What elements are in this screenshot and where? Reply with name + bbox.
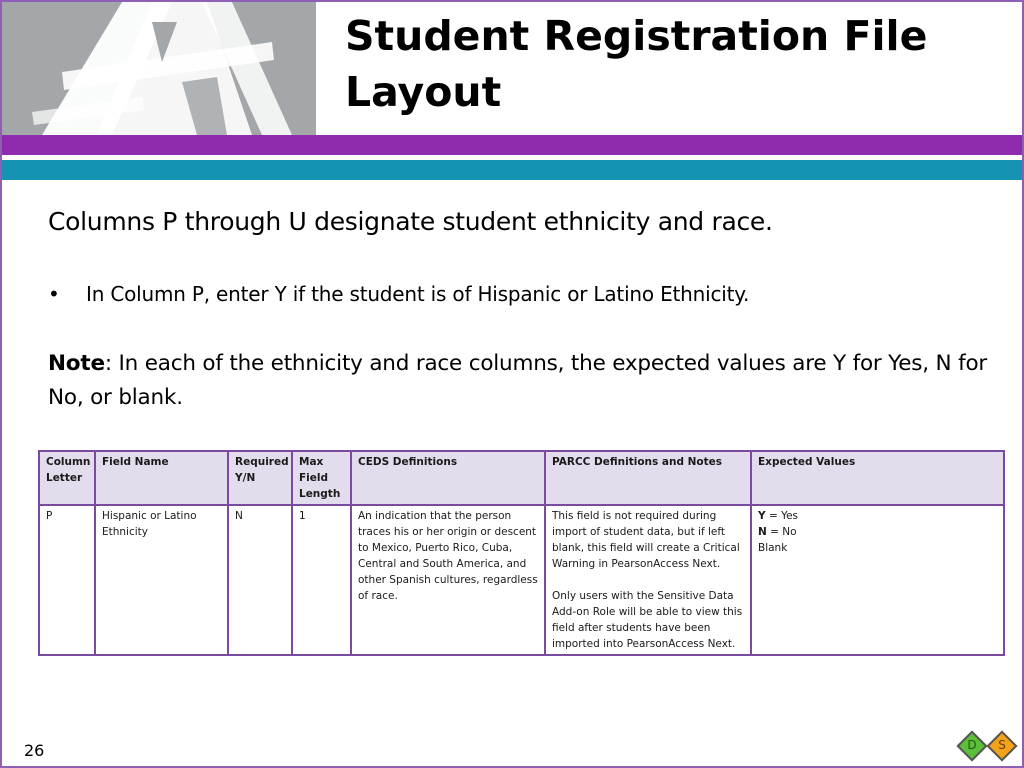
expected-yes-label: Y: [758, 510, 766, 522]
cell-parcc: [545, 505, 751, 655]
bullet-item: [48, 282, 749, 306]
cell-required: N: [228, 505, 292, 655]
expected-yes-text: = Yes: [765, 510, 799, 522]
s-diamond-label: S: [998, 738, 1006, 752]
header-parcc: PARCC Definitions and Notes: [545, 451, 751, 505]
header-max-length: Max Field Length: [292, 451, 351, 505]
table-row: [39, 505, 1004, 655]
cell-field-name: Hispanic or Latino Ethnicity: [95, 505, 228, 655]
note-paragraph: [48, 347, 1008, 415]
slide-title-line1: Student Registration File: [345, 12, 928, 60]
logo: [2, 2, 316, 135]
expected-no-text: = No: [766, 526, 797, 538]
nav-icons: [957, 731, 1021, 763]
cell-expected: [751, 505, 1004, 655]
expected-blank: Blank: [758, 542, 788, 554]
expected-no-label: N: [758, 526, 767, 538]
header-ceds: CEDS Definitions: [351, 451, 545, 505]
note-label: Note: [48, 351, 105, 376]
header-required: Required Y/N: [228, 451, 292, 505]
header-bar-teal: [2, 160, 1022, 180]
cell-parcc-p1: This field is not required during import of student data, but if left blank, this field will create a Critical Warning in PearsonAccess Next.: [552, 510, 740, 570]
cell-column-letter: P: [39, 505, 95, 655]
page-number: 26: [24, 741, 45, 760]
expected-no: [758, 524, 997, 540]
bullet-icon: •: [48, 282, 60, 306]
header-bar-purple: [2, 135, 1022, 155]
logo-a-icon: [2, 2, 316, 135]
note-text: : In each of the ethnicity and race columns, the expected values are Y for Yes, N for No, or blank.: [48, 351, 988, 410]
cell-ceds: An indication that the person traces his or her origin or descent to Mexico, Puerto Rico, Cuba, Central and South America, and other Spanish cultures, regardless of race.: [351, 505, 545, 655]
header-expected: Expected Values: [751, 451, 1004, 505]
bullet-text: In Column P, enter Y if the student is of Hispanic or Latino Ethnicity.: [86, 282, 750, 306]
cell-parcc-p2: Only users with the Sensitive Data Add-on Role will be able to view this field after students have been imported into PearsonAccess Next.: [552, 590, 743, 650]
table-header-row: [39, 451, 1004, 505]
expected-yes: [758, 508, 997, 524]
slide-title: [345, 8, 1005, 120]
cell-max-length: 1: [292, 505, 351, 655]
intro-text: Columns P through U designate student ethnicity and race.: [48, 207, 773, 236]
header-column-letter: Column Letter: [39, 451, 95, 505]
file-layout-table: [38, 450, 1005, 656]
d-diamond-label: D: [967, 738, 977, 752]
slide-title-line2: Layout: [345, 68, 502, 116]
header-field-name: Field Name: [95, 451, 228, 505]
